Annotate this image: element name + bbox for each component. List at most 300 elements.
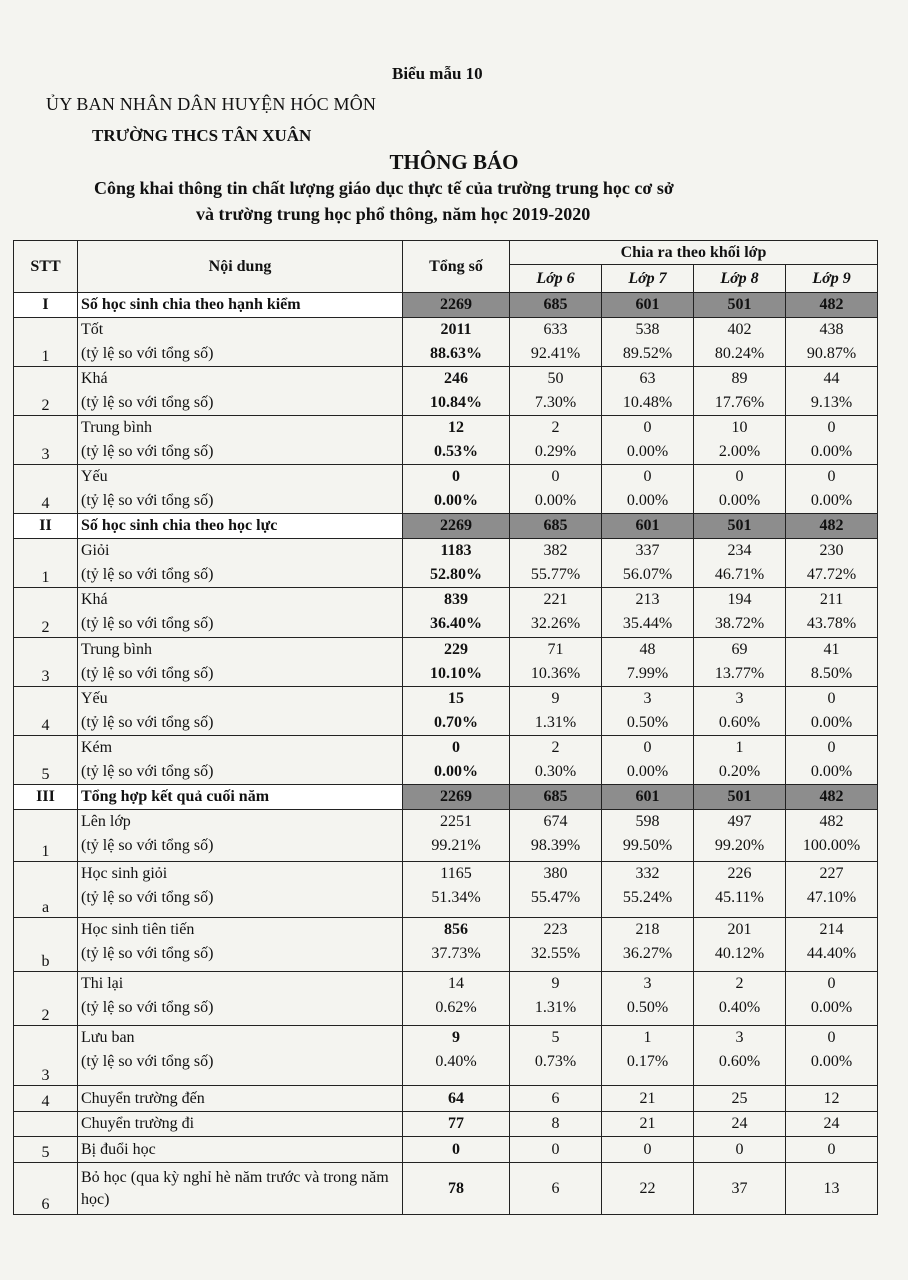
row-number: 4 bbox=[14, 1086, 78, 1112]
section-number: III bbox=[14, 785, 78, 810]
table-row bbox=[14, 1086, 878, 1112]
value-cell bbox=[602, 687, 694, 736]
value-cell bbox=[602, 638, 694, 687]
row-label: Học sinh tiên tiến bbox=[81, 921, 195, 938]
percent-value: 8.50% bbox=[810, 665, 853, 682]
ratio-label: (tỷ lệ so với tổng số) bbox=[81, 763, 214, 780]
count-value: 633 bbox=[543, 321, 568, 338]
row-number: 6 bbox=[14, 1163, 78, 1215]
percent-value: 0.00% bbox=[534, 492, 577, 509]
row-label: Khá bbox=[81, 591, 108, 608]
count-value: 63 bbox=[639, 370, 656, 387]
value-cell bbox=[510, 588, 602, 638]
count-value: 24 bbox=[694, 1112, 786, 1137]
count-value: 22 bbox=[602, 1163, 694, 1215]
percent-value: 44.40% bbox=[806, 945, 857, 962]
value-cell bbox=[694, 972, 786, 1026]
count-value: 246 bbox=[444, 370, 468, 387]
document-subtitle-line-2: và trường trung học phổ thông, năm học 2019-2020 bbox=[196, 204, 591, 224]
table-row bbox=[14, 318, 878, 367]
count-value: 223 bbox=[543, 921, 568, 938]
section-title: Số học sinh chia theo học lực bbox=[78, 514, 403, 539]
form-number: Biểu mẫu 10 bbox=[392, 64, 483, 83]
section-value: 2269 bbox=[403, 293, 510, 318]
row-number: 2 bbox=[14, 588, 78, 638]
section-value: 2269 bbox=[403, 514, 510, 539]
percent-value: 47.72% bbox=[806, 566, 857, 583]
value-cell bbox=[694, 588, 786, 638]
count-value: 497 bbox=[727, 813, 752, 830]
value-cell bbox=[403, 638, 510, 687]
value-cell bbox=[602, 972, 694, 1026]
row-label-cell bbox=[78, 465, 403, 514]
section-row bbox=[14, 785, 878, 810]
percent-value: 55.24% bbox=[622, 889, 673, 906]
percent-value: 46.71% bbox=[714, 566, 765, 583]
section-value: 501 bbox=[694, 293, 786, 318]
document-subtitle-line-1: Công khai thông tin chất lượng giáo dục thực tế của trường trung học cơ sở bbox=[94, 178, 674, 198]
value-cell bbox=[510, 687, 602, 736]
value-cell bbox=[786, 687, 878, 736]
percent-value: 32.26% bbox=[530, 615, 581, 632]
value-cell bbox=[403, 736, 510, 785]
percent-value: 51.34% bbox=[431, 889, 481, 906]
percent-value: 0.00% bbox=[810, 1053, 853, 1070]
section-value: 482 bbox=[786, 785, 878, 810]
percent-value: 56.07% bbox=[622, 566, 673, 583]
table-row bbox=[14, 918, 878, 972]
value-cell bbox=[403, 416, 510, 465]
count-value: 538 bbox=[635, 321, 660, 338]
value-cell bbox=[786, 588, 878, 638]
section-value: 685 bbox=[510, 785, 602, 810]
row-number: 1 bbox=[14, 810, 78, 862]
percent-value: 36.40% bbox=[430, 615, 482, 632]
percent-value: 0.00% bbox=[626, 763, 669, 780]
value-cell bbox=[786, 367, 878, 416]
count-value: 1165 bbox=[440, 865, 472, 882]
value-cell bbox=[786, 318, 878, 367]
value-cell bbox=[510, 465, 602, 514]
row-label: Lưu ban bbox=[81, 1029, 135, 1046]
value-cell bbox=[786, 638, 878, 687]
percent-value: 0.70% bbox=[434, 714, 478, 731]
percent-value: 0.53% bbox=[434, 443, 478, 460]
header-grade-group: Chia ra theo khối lớp bbox=[510, 241, 878, 265]
table-row bbox=[14, 465, 878, 514]
section-value: 685 bbox=[510, 293, 602, 318]
count-value: 221 bbox=[543, 591, 568, 608]
percent-value: 7.99% bbox=[626, 665, 669, 682]
ratio-label: (tỷ lệ so với tổng số) bbox=[81, 945, 214, 962]
table-body bbox=[14, 293, 878, 1215]
percent-value: 13.77% bbox=[714, 665, 765, 682]
value-cell bbox=[694, 465, 786, 514]
value-cell bbox=[786, 862, 878, 918]
value-cell bbox=[510, 539, 602, 588]
row-number: 3 bbox=[14, 638, 78, 687]
table-row bbox=[14, 862, 878, 918]
count-value: 0 bbox=[510, 1137, 602, 1163]
count-value: 0 bbox=[643, 419, 652, 436]
percent-value: 47.10% bbox=[806, 889, 857, 906]
header-grade-8: Lớp 8 bbox=[694, 265, 786, 293]
count-value: 194 bbox=[727, 591, 752, 608]
count-value: 0 bbox=[452, 468, 460, 485]
count-value: 12 bbox=[448, 419, 464, 436]
count-value: 402 bbox=[727, 321, 752, 338]
value-cell bbox=[602, 318, 694, 367]
ratio-label: (tỷ lệ so với tổng số) bbox=[81, 345, 214, 362]
section-row bbox=[14, 293, 878, 318]
value-cell bbox=[786, 416, 878, 465]
percent-value: 98.39% bbox=[530, 837, 581, 854]
count-value: 48 bbox=[639, 641, 656, 658]
percent-value: 7.30% bbox=[534, 394, 577, 411]
count-value: 9 bbox=[452, 1029, 460, 1046]
percent-value: 0.40% bbox=[435, 1053, 477, 1070]
percent-value: 1.31% bbox=[534, 999, 577, 1016]
count-value: 13 bbox=[786, 1163, 878, 1215]
value-cell bbox=[602, 810, 694, 862]
count-value: 24 bbox=[786, 1112, 878, 1137]
count-value: 0 bbox=[452, 739, 460, 756]
header-stt: STT bbox=[14, 241, 78, 293]
value-cell bbox=[403, 862, 510, 918]
table-row bbox=[14, 1163, 878, 1215]
value-cell bbox=[786, 736, 878, 785]
ratio-label: (tỷ lệ so với tổng số) bbox=[81, 1053, 214, 1070]
count-value: 44 bbox=[823, 370, 840, 387]
count-value: 674 bbox=[543, 813, 568, 830]
percent-value: 0.00% bbox=[434, 763, 478, 780]
count-value: 227 bbox=[819, 865, 844, 882]
percent-value: 40.12% bbox=[714, 945, 765, 962]
ratio-label: (tỷ lệ so với tổng số) bbox=[81, 615, 214, 632]
value-cell bbox=[602, 736, 694, 785]
value-cell bbox=[786, 972, 878, 1026]
section-number: I bbox=[14, 293, 78, 318]
count-value: 382 bbox=[543, 542, 568, 559]
value-cell bbox=[602, 588, 694, 638]
section-value: 482 bbox=[786, 293, 878, 318]
value-cell bbox=[403, 465, 510, 514]
count-value: 482 bbox=[819, 813, 844, 830]
count-value: 2011 bbox=[440, 321, 472, 338]
count-value: 2 bbox=[551, 739, 560, 756]
row-label: Tốt bbox=[81, 321, 104, 338]
row-number: b bbox=[14, 918, 78, 972]
table-row bbox=[14, 416, 878, 465]
section-value: 685 bbox=[510, 514, 602, 539]
value-cell bbox=[694, 367, 786, 416]
ratio-label: (tỷ lệ so với tổng số) bbox=[81, 566, 214, 583]
percent-value: 52.80% bbox=[430, 566, 482, 583]
row-label-cell bbox=[78, 588, 403, 638]
ratio-label: (tỷ lệ so với tổng số) bbox=[81, 665, 214, 682]
count-value: 3 bbox=[643, 690, 652, 707]
count-value: 0 bbox=[827, 690, 836, 707]
ratio-label: (tỷ lệ so với tổng số) bbox=[81, 889, 214, 906]
row-label-cell bbox=[78, 736, 403, 785]
school-name: TRƯỜNG THCS TÂN XUÂN bbox=[92, 126, 312, 145]
row-number: 2 bbox=[14, 367, 78, 416]
value-cell bbox=[510, 318, 602, 367]
percent-value: 55.47% bbox=[530, 889, 581, 906]
value-cell bbox=[510, 972, 602, 1026]
value-cell bbox=[510, 810, 602, 862]
value-cell bbox=[403, 1026, 510, 1086]
percent-value: 0.00% bbox=[810, 714, 853, 731]
count-value: 226 bbox=[727, 865, 752, 882]
value-cell bbox=[510, 367, 602, 416]
count-value: 10 bbox=[731, 419, 748, 436]
percent-value: 99.21% bbox=[431, 837, 481, 854]
section-value: 482 bbox=[786, 514, 878, 539]
value-cell bbox=[602, 918, 694, 972]
percent-value: 37.73% bbox=[431, 945, 481, 962]
percent-value: 100.00% bbox=[802, 837, 861, 854]
row-number: 5 bbox=[14, 1137, 78, 1163]
count-value: 2 bbox=[551, 419, 560, 436]
education-quality-table bbox=[13, 240, 878, 1215]
count-value: 337 bbox=[635, 542, 660, 559]
percent-value: 0.62% bbox=[435, 999, 477, 1016]
value-cell bbox=[403, 367, 510, 416]
count-value: 2 bbox=[735, 975, 744, 992]
row-label-cell bbox=[78, 972, 403, 1026]
value-cell bbox=[694, 687, 786, 736]
value-cell bbox=[403, 539, 510, 588]
count-value: 41 bbox=[823, 641, 840, 658]
count-value: 69 bbox=[731, 641, 748, 658]
count-value: 234 bbox=[727, 542, 752, 559]
value-cell bbox=[403, 918, 510, 972]
count-value: 0 bbox=[827, 739, 836, 756]
count-value: 856 bbox=[444, 921, 468, 938]
count-value: 6 bbox=[510, 1086, 602, 1112]
table-row bbox=[14, 1026, 878, 1086]
row-label: Bị đuổi học bbox=[78, 1137, 403, 1163]
percent-value: 0.60% bbox=[718, 714, 761, 731]
section-value: 601 bbox=[602, 293, 694, 318]
value-cell bbox=[602, 1026, 694, 1086]
count-value: 12 bbox=[786, 1086, 878, 1112]
header-content: Nội dung bbox=[78, 241, 403, 293]
percent-value: 0.00% bbox=[810, 763, 853, 780]
value-cell bbox=[403, 687, 510, 736]
percent-value: 80.24% bbox=[714, 345, 765, 362]
value-cell bbox=[694, 810, 786, 862]
row-label-cell bbox=[78, 687, 403, 736]
value-cell bbox=[403, 588, 510, 638]
count-value: 332 bbox=[635, 865, 660, 882]
row-label: Khá bbox=[81, 370, 108, 387]
row-number: 3 bbox=[14, 416, 78, 465]
count-value: 14 bbox=[448, 975, 464, 992]
table-row bbox=[14, 810, 878, 862]
percent-value: 36.27% bbox=[622, 945, 673, 962]
ratio-label: (tỷ lệ so với tổng số) bbox=[81, 837, 214, 854]
section-title: Số học sinh chia theo hạnh kiểm bbox=[78, 293, 403, 318]
value-cell bbox=[786, 1026, 878, 1086]
count-value: 839 bbox=[444, 591, 468, 608]
organization-name: ỦY BAN NHÂN DÂN HUYỆN HÓC MÔN bbox=[46, 94, 377, 114]
row-label: Yếu bbox=[81, 468, 108, 485]
value-cell bbox=[510, 918, 602, 972]
row-label-cell bbox=[78, 810, 403, 862]
section-title: Tổng hợp kết quả cuối năm bbox=[78, 785, 403, 810]
percent-value: 0.60% bbox=[718, 1053, 761, 1070]
count-value: 218 bbox=[635, 921, 660, 938]
percent-value: 1.31% bbox=[534, 714, 577, 731]
count-value: 438 bbox=[819, 321, 844, 338]
percent-value: 0.73% bbox=[534, 1053, 577, 1070]
count-value: 1 bbox=[735, 739, 744, 756]
table-row bbox=[14, 972, 878, 1026]
percent-value: 0.29% bbox=[534, 443, 577, 460]
value-cell bbox=[602, 465, 694, 514]
count-value: 0 bbox=[827, 975, 836, 992]
percent-value: 0.00% bbox=[626, 443, 669, 460]
count-value: 380 bbox=[543, 865, 568, 882]
value-cell bbox=[694, 736, 786, 785]
section-value: 2269 bbox=[403, 785, 510, 810]
row-number: 5 bbox=[14, 736, 78, 785]
count-value: 214 bbox=[819, 921, 844, 938]
row-label-cell bbox=[78, 862, 403, 918]
count-value: 37 bbox=[694, 1163, 786, 1215]
count-value: 1 bbox=[643, 1029, 652, 1046]
value-cell bbox=[602, 416, 694, 465]
value-cell bbox=[403, 318, 510, 367]
count-value: 9 bbox=[551, 975, 560, 992]
header-grade-7: Lớp 7 bbox=[602, 265, 694, 293]
count-value: 6 bbox=[510, 1163, 602, 1215]
value-cell bbox=[510, 638, 602, 687]
count-value: 0 bbox=[827, 468, 836, 485]
count-value: 0 bbox=[551, 468, 560, 485]
percent-value: 10.84% bbox=[430, 394, 482, 411]
row-number: 3 bbox=[14, 1026, 78, 1086]
header-grade-6: Lớp 6 bbox=[510, 265, 602, 293]
table-row bbox=[14, 588, 878, 638]
value-cell bbox=[510, 416, 602, 465]
percent-value: 43.78% bbox=[806, 615, 857, 632]
count-value: 0 bbox=[735, 468, 744, 485]
value-cell bbox=[510, 862, 602, 918]
count-value: 21 bbox=[602, 1112, 694, 1137]
count-value: 230 bbox=[819, 542, 844, 559]
percent-value: 45.11% bbox=[715, 889, 764, 906]
percent-value: 10.36% bbox=[530, 665, 581, 682]
value-cell bbox=[694, 918, 786, 972]
row-number: 2 bbox=[14, 972, 78, 1026]
percent-value: 0.00% bbox=[810, 443, 853, 460]
section-row bbox=[14, 514, 878, 539]
count-value: 0 bbox=[694, 1137, 786, 1163]
value-cell bbox=[694, 318, 786, 367]
count-value: 64 bbox=[403, 1086, 510, 1112]
count-value: 201 bbox=[727, 921, 752, 938]
section-value: 501 bbox=[694, 785, 786, 810]
count-value: 15 bbox=[448, 690, 464, 707]
count-value: 211 bbox=[819, 591, 844, 608]
row-number: 4 bbox=[14, 465, 78, 514]
ratio-label: (tỷ lệ so với tổng số) bbox=[81, 714, 214, 731]
table-row bbox=[14, 638, 878, 687]
row-label-cell bbox=[78, 539, 403, 588]
percent-value: 10.10% bbox=[430, 665, 482, 682]
percent-value: 0.00% bbox=[810, 999, 853, 1016]
percent-value: 0.50% bbox=[626, 999, 669, 1016]
ratio-label: (tỷ lệ so với tổng số) bbox=[81, 443, 214, 460]
value-cell bbox=[510, 1026, 602, 1086]
row-label: Học sinh giỏi bbox=[81, 865, 168, 882]
value-cell bbox=[403, 810, 510, 862]
count-value: 0 bbox=[602, 1137, 694, 1163]
row-label: Lên lớp bbox=[81, 813, 131, 830]
header-total: Tổng số bbox=[403, 241, 510, 293]
row-label-cell bbox=[78, 1026, 403, 1086]
value-cell bbox=[694, 638, 786, 687]
header-grade-9: Lớp 9 bbox=[786, 265, 878, 293]
row-label-cell bbox=[78, 367, 403, 416]
percent-value: 90.87% bbox=[806, 345, 857, 362]
count-value: 2251 bbox=[440, 813, 472, 830]
table-row bbox=[14, 367, 878, 416]
row-label-cell bbox=[78, 918, 403, 972]
value-cell bbox=[602, 367, 694, 416]
table-row bbox=[14, 687, 878, 736]
count-value: 3 bbox=[735, 690, 744, 707]
row-number: 1 bbox=[14, 318, 78, 367]
count-value: 0 bbox=[827, 1029, 836, 1046]
value-cell bbox=[694, 862, 786, 918]
percent-value: 88.63% bbox=[430, 345, 482, 362]
percent-value: 2.00% bbox=[718, 443, 761, 460]
percent-value: 0.30% bbox=[534, 763, 577, 780]
count-value: 89 bbox=[731, 370, 748, 387]
section-value: 501 bbox=[694, 514, 786, 539]
row-label-cell bbox=[78, 416, 403, 465]
table-row bbox=[14, 539, 878, 588]
count-value: 598 bbox=[635, 813, 660, 830]
count-value: 78 bbox=[403, 1163, 510, 1215]
document-title: THÔNG BÁO bbox=[389, 150, 519, 174]
count-value: 71 bbox=[547, 641, 564, 658]
value-cell bbox=[694, 1026, 786, 1086]
row-label: Yếu bbox=[81, 690, 108, 707]
count-value: 8 bbox=[510, 1112, 602, 1137]
count-value: 1183 bbox=[440, 542, 472, 559]
percent-value: 0.00% bbox=[626, 492, 669, 509]
count-value: 21 bbox=[602, 1086, 694, 1112]
ratio-label: (tỷ lệ so với tổng số) bbox=[81, 394, 214, 411]
count-value: 0 bbox=[786, 1137, 878, 1163]
percent-value: 32.55% bbox=[530, 945, 581, 962]
row-number: a bbox=[14, 862, 78, 918]
count-value: 0 bbox=[827, 419, 836, 436]
value-cell bbox=[786, 810, 878, 862]
percent-value: 99.50% bbox=[622, 837, 673, 854]
row-label: Thi lại bbox=[81, 975, 124, 992]
value-cell bbox=[602, 862, 694, 918]
count-value: 25 bbox=[694, 1086, 786, 1112]
count-value: 0 bbox=[643, 468, 652, 485]
row-label: Chuyển trường đến bbox=[78, 1086, 403, 1112]
section-value: 601 bbox=[602, 785, 694, 810]
